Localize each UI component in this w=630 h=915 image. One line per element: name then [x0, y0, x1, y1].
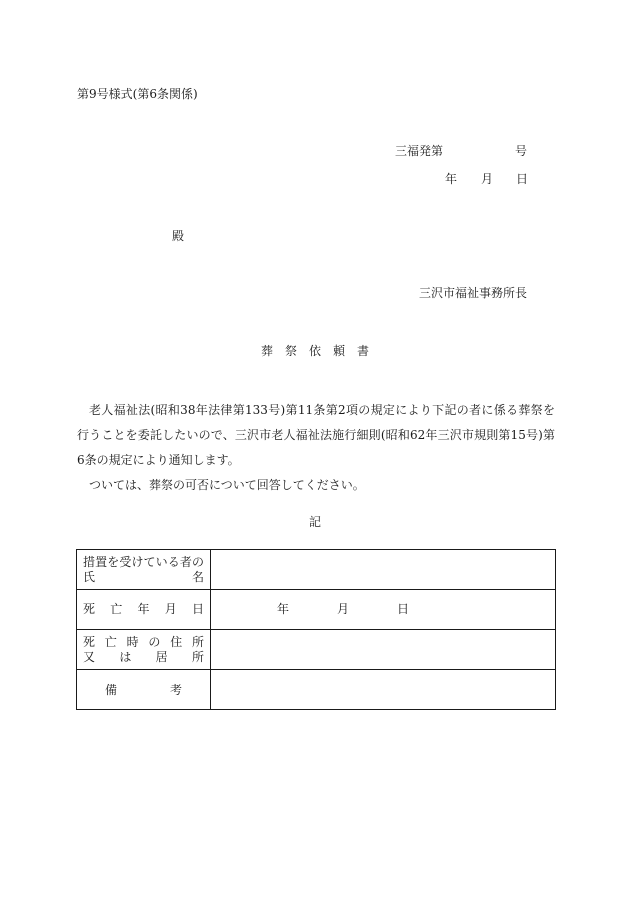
form-number: 第9号様式(第6条関係) — [77, 87, 198, 101]
address-value-cell[interactable] — [211, 630, 556, 670]
doc-number-prefix: 三福発第 — [395, 144, 444, 158]
death-date-month-label: 月 — [337, 602, 350, 616]
name-label-line1: 措置を受けている者の — [83, 554, 204, 569]
table-row-address — [77, 630, 556, 670]
remarks-label: 備考 — [105, 683, 182, 697]
name-value-cell[interactable] — [211, 550, 556, 590]
body-text — [77, 398, 555, 498]
address-label-line1: 死亡時の住所 — [83, 634, 204, 649]
body-paragraph-2: ついては、葬祭の可否について回答してください。 — [89, 478, 365, 492]
sender-name: 三沢市福祉事務所長 — [418, 286, 527, 300]
body-paragraph-1: 老人福祉法(昭和38年法律第133号)第11条第2項の規定により下記の者に係る葬祭を行うことを委託したいので、三沢市老人福祉法施行細則(昭和62年三沢市規則第15号)第6条の規定により通知します。 — [77, 403, 555, 467]
record-mark: 記 — [308, 515, 321, 529]
address-label-line2: 又は居所 — [83, 649, 204, 664]
doc-number-suffix: 号 — [515, 144, 528, 158]
name-label-cell — [77, 550, 211, 590]
table-row-name — [77, 550, 556, 590]
info-table — [76, 549, 556, 710]
document-title: 葬祭依頼書 — [260, 344, 381, 358]
table-row-remarks — [77, 670, 556, 710]
date-year-label: 年 — [445, 172, 458, 186]
death-date-label-cell — [77, 590, 211, 630]
address-label-cell — [77, 630, 211, 670]
table-row-death-date — [77, 590, 556, 630]
death-date-label: 死亡年月日 — [83, 602, 204, 616]
name-label-line2: 氏名 — [83, 569, 204, 584]
date-day-label: 日 — [516, 172, 529, 186]
death-date-day-label: 日 — [397, 602, 410, 616]
remarks-label-cell — [77, 670, 211, 710]
date-month-label: 月 — [481, 172, 494, 186]
addressee-honorific: 殿 — [172, 229, 185, 243]
death-date-year-label: 年 — [277, 602, 290, 616]
remarks-value-cell[interactable] — [211, 670, 556, 710]
death-date-value-cell[interactable] — [211, 590, 556, 630]
